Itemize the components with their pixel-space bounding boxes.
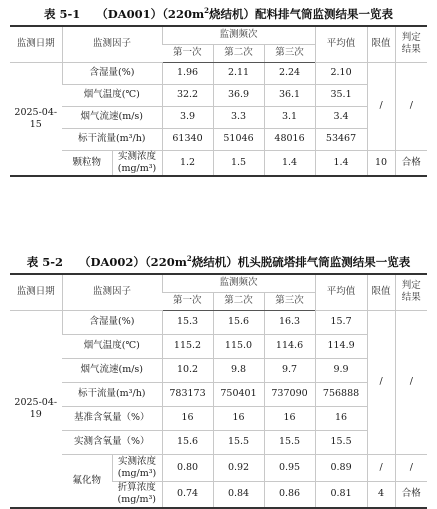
judge-cell: / bbox=[395, 310, 427, 454]
header-judge: 判定结果 bbox=[395, 26, 427, 62]
value-cell: 3.9 bbox=[162, 106, 213, 128]
date-cell: 2025-04-15 bbox=[10, 62, 62, 176]
table-row bbox=[10, 454, 427, 481]
value-cell: 1.2 bbox=[162, 150, 213, 176]
monitoring-table-1 bbox=[10, 25, 427, 177]
caption-spec: （220m bbox=[144, 255, 187, 269]
limit-cell: / bbox=[367, 454, 395, 481]
caption-title: 烧结机）配料排气筒监测结果一览表 bbox=[209, 7, 393, 21]
table-row bbox=[10, 150, 427, 176]
value-cell: 10.2 bbox=[162, 358, 213, 382]
judge-cell: 合格 bbox=[395, 481, 427, 508]
avg-cell: 2.10 bbox=[315, 62, 367, 84]
avg-cell: 114.9 bbox=[315, 334, 367, 358]
table-caption bbox=[0, 6, 437, 22]
table-row bbox=[10, 430, 427, 454]
value-cell: 0.74 bbox=[162, 481, 213, 508]
sub-factor-name: 实测浓度 bbox=[118, 150, 157, 162]
table-number: 表 5-2 bbox=[26, 255, 64, 269]
outlet-code: （DA002） bbox=[79, 255, 145, 269]
value-cell: 51046 bbox=[213, 128, 264, 150]
header-second: 第二次 bbox=[213, 292, 264, 310]
value-cell: 737090 bbox=[264, 382, 315, 406]
header-avg: 平均值 bbox=[315, 26, 367, 62]
value-cell: 15.5 bbox=[213, 430, 264, 454]
sub-factor bbox=[112, 150, 162, 176]
pollutant-name: 氟化物 bbox=[62, 454, 112, 508]
judge-cell: 合格 bbox=[395, 150, 427, 176]
sub-factor-name: 实测浓度 bbox=[118, 455, 157, 467]
factor-label: 含湿量(%) bbox=[62, 310, 162, 334]
avg-cell: 53467 bbox=[315, 128, 367, 150]
limit-cell: / bbox=[367, 62, 395, 150]
value-cell: 9.7 bbox=[264, 358, 315, 382]
value-cell: 48016 bbox=[264, 128, 315, 150]
avg-cell: 756888 bbox=[315, 382, 367, 406]
value-cell: 1.5 bbox=[213, 150, 264, 176]
table-row bbox=[10, 406, 427, 430]
value-cell: 3.3 bbox=[213, 106, 264, 128]
header-date: 监测日期 bbox=[10, 274, 62, 310]
value-cell: 0.86 bbox=[264, 481, 315, 508]
avg-cell: 0.81 bbox=[315, 481, 367, 508]
value-cell: 61340 bbox=[162, 128, 213, 150]
value-cell: 16 bbox=[264, 406, 315, 430]
pollutant-name: 颗粒物 bbox=[62, 150, 112, 176]
value-cell: 15.6 bbox=[162, 430, 213, 454]
outlet-code: （DA001） bbox=[96, 7, 163, 21]
value-cell: 115.2 bbox=[162, 334, 213, 358]
table-row bbox=[10, 84, 427, 106]
monitoring-table-2 bbox=[10, 273, 427, 509]
factor-label: 烟气温度(℃) bbox=[62, 84, 162, 106]
avg-cell: 16 bbox=[315, 406, 367, 430]
value-cell: 750401 bbox=[213, 382, 264, 406]
value-cell: 3.1 bbox=[264, 106, 315, 128]
judge-cell: / bbox=[395, 62, 427, 150]
factor-label: 烟气流速(m/s) bbox=[62, 106, 162, 128]
table-row bbox=[10, 128, 427, 150]
value-cell: 114.6 bbox=[264, 334, 315, 358]
header-avg: 平均值 bbox=[315, 274, 367, 310]
avg-cell: 1.4 bbox=[315, 150, 367, 176]
value-cell: 115.0 bbox=[213, 334, 264, 358]
value-cell: 1.96 bbox=[162, 62, 213, 84]
value-cell: 15.3 bbox=[162, 310, 213, 334]
value-cell: 16.3 bbox=[264, 310, 315, 334]
value-cell: 36.9 bbox=[213, 84, 264, 106]
judge-cell: / bbox=[395, 454, 427, 481]
sub-factor bbox=[112, 481, 162, 508]
value-cell: 36.1 bbox=[264, 84, 315, 106]
value-cell: 2.24 bbox=[264, 62, 315, 84]
header-second: 第二次 bbox=[213, 44, 264, 62]
table-row bbox=[10, 358, 427, 382]
sub-factor-name: 折算浓度 bbox=[117, 482, 156, 494]
table-number: 表 5-1 bbox=[43, 7, 81, 21]
sub-factor bbox=[112, 454, 162, 481]
header-judge: 判定结果 bbox=[395, 274, 427, 310]
table-row bbox=[10, 310, 427, 334]
header-limit: 限值 bbox=[367, 26, 395, 62]
date-cell: 2025-04-19 bbox=[10, 310, 62, 508]
table-row bbox=[10, 334, 427, 358]
value-cell: 15.5 bbox=[264, 430, 315, 454]
header-factor: 监测因子 bbox=[62, 26, 162, 62]
factor-label: 标干流量(m³/h) bbox=[62, 382, 162, 406]
header-third: 第三次 bbox=[264, 292, 315, 310]
sub-factor-unit: (mg/m³) bbox=[117, 162, 157, 174]
avg-cell: 3.4 bbox=[315, 106, 367, 128]
factor-label: 标干流量(m³/h) bbox=[62, 128, 162, 150]
avg-cell: 15.5 bbox=[315, 430, 367, 454]
value-cell: 0.92 bbox=[213, 454, 264, 481]
caption-title: 烧结机）机头脱硫塔排气筒监测结果一览表 bbox=[191, 255, 411, 269]
value-cell: 32.2 bbox=[162, 84, 213, 106]
avg-cell: 0.89 bbox=[315, 454, 367, 481]
caption-sup: 2 bbox=[186, 254, 192, 264]
header-third: 第三次 bbox=[264, 44, 315, 62]
value-cell: 0.80 bbox=[162, 454, 213, 481]
header-limit: 限值 bbox=[367, 274, 395, 310]
limit-cell: / bbox=[367, 310, 395, 454]
table-caption bbox=[0, 254, 437, 270]
avg-cell: 9.9 bbox=[315, 358, 367, 382]
value-cell: 9.8 bbox=[213, 358, 264, 382]
caption-sup: 2 bbox=[204, 6, 209, 16]
header-first: 第一次 bbox=[162, 292, 213, 310]
header-freq: 监测频次 bbox=[162, 26, 315, 44]
value-cell: 1.4 bbox=[264, 150, 315, 176]
value-cell: 0.84 bbox=[213, 481, 264, 508]
value-cell: 15.6 bbox=[213, 310, 264, 334]
avg-cell: 15.7 bbox=[315, 310, 367, 334]
header-date: 监测日期 bbox=[10, 26, 62, 62]
factor-label: 基准含氧量（%） bbox=[62, 406, 162, 430]
header-factor: 监测因子 bbox=[62, 274, 162, 310]
table-row bbox=[10, 62, 427, 84]
value-cell: 16 bbox=[162, 406, 213, 430]
limit-cell: 4 bbox=[367, 481, 395, 508]
caption-spec: （220m bbox=[162, 7, 205, 21]
header-first: 第一次 bbox=[162, 44, 213, 62]
factor-label: 含湿量(%) bbox=[62, 62, 162, 84]
sub-factor-unit: (mg/m³) bbox=[117, 467, 157, 479]
factor-label: 烟气流速(m/s) bbox=[62, 358, 162, 382]
value-cell: 2.11 bbox=[213, 62, 264, 84]
sub-factor-unit: (mg/m³) bbox=[117, 494, 157, 506]
value-cell: 0.95 bbox=[264, 454, 315, 481]
value-cell: 783173 bbox=[162, 382, 213, 406]
header-freq: 监测频次 bbox=[162, 274, 315, 292]
table-row bbox=[10, 106, 427, 128]
table-row bbox=[10, 382, 427, 406]
factor-label: 烟气温度(℃) bbox=[62, 334, 162, 358]
value-cell: 16 bbox=[213, 406, 264, 430]
avg-cell: 35.1 bbox=[315, 84, 367, 106]
limit-cell: 10 bbox=[367, 150, 395, 176]
factor-label: 实测含氧量（%） bbox=[62, 430, 162, 454]
